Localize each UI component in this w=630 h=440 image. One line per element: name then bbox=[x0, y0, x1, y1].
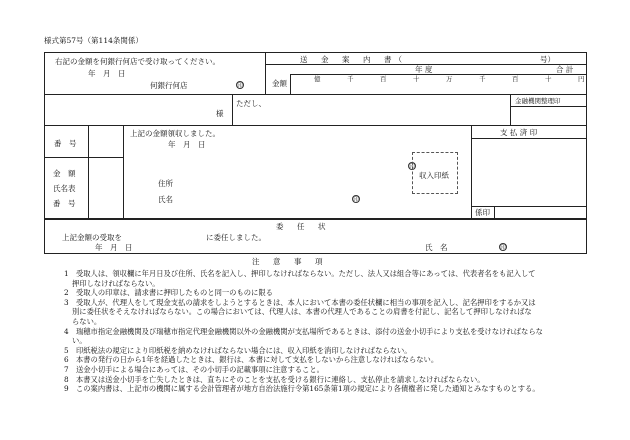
divider bbox=[44, 157, 123, 158]
bank-branch: 何銀行何店 bbox=[150, 81, 188, 90]
note-line: 8 本書又は送金小切手を亡失したときは、直ちにそのことを支払を受ける銀行に連絡し、支払停止を請求しなければならない。 bbox=[64, 374, 485, 384]
note-line: 9 この案内書は、上記市の機関に属する会計管理者が地方自治法施行令第165条第1項の規定により各債権者に発した通知とみなすものとする。 bbox=[64, 384, 540, 394]
revenue-stamp-label: 収入印紙 bbox=[419, 171, 449, 180]
divider bbox=[44, 94, 587, 95]
divider bbox=[510, 94, 511, 125]
received-date: 年 月 日 bbox=[88, 69, 126, 78]
sama-label: 様 bbox=[216, 109, 224, 118]
divider bbox=[510, 106, 587, 107]
note-line: らない。 bbox=[72, 317, 102, 326]
remit-title-suffix: 号） bbox=[540, 55, 555, 64]
name-label: 氏名 bbox=[158, 195, 173, 204]
seal-mark: 印 bbox=[409, 164, 415, 170]
amount-digit-label: 億 bbox=[314, 75, 321, 83]
divider bbox=[494, 206, 495, 219]
note-line: 別に委任状をそえなければならない。この場合においては、代理人は、本書の代理人であることの肩書を付記し、記名して押印しなければな bbox=[72, 307, 532, 317]
bank-ref-label: 金融機関整理印 bbox=[515, 97, 561, 105]
bangou-label: 番 号 bbox=[54, 139, 77, 148]
note-line: 2 受取人の印章は、請求書に押印したものと同一のものに限る bbox=[64, 288, 273, 298]
nendo-label: 年 度 bbox=[415, 65, 433, 74]
amount-digit-label: 百 bbox=[512, 75, 519, 83]
shimei-label: 氏名表 bbox=[53, 184, 76, 193]
kingaku-label: 金 額 bbox=[53, 169, 76, 178]
address-label: 住所 bbox=[158, 179, 173, 188]
amount-digit-label: 千 bbox=[479, 75, 486, 83]
seal-mark: 印 bbox=[353, 197, 359, 203]
delegation-text-b: に委任しました。 bbox=[206, 233, 266, 242]
delegation-date: 年 月 日 bbox=[95, 243, 133, 252]
remit-title: 送 金 案 内 書（ bbox=[300, 55, 405, 64]
delegation-title: 委 任 状 bbox=[276, 222, 329, 231]
amount-label: 金額 bbox=[272, 79, 287, 88]
note-line: 1 受取人は、領収欄に年月日及び住所、氏名を記入し、押印しなければならない。ただし、法人又は組合等にあっては、代表者名をも記入して bbox=[64, 269, 536, 278]
divider bbox=[290, 74, 587, 75]
payment-done-label: 支 払 済 印 bbox=[500, 128, 538, 137]
note-line: 7 送金小切手による場合にあっては、その小切手の記載事項に注意すること。 bbox=[64, 365, 324, 374]
divider bbox=[88, 125, 89, 219]
amount-digit-label: 千 bbox=[347, 75, 354, 83]
form-id: 様式第57号（第114条関係） bbox=[44, 36, 143, 45]
divider bbox=[290, 74, 291, 94]
divider bbox=[471, 206, 587, 207]
amount-digit-label: 円 bbox=[578, 75, 585, 83]
divider bbox=[123, 125, 124, 219]
total-label: 合 計 bbox=[556, 65, 574, 74]
divider bbox=[471, 138, 587, 139]
note-line: い。 bbox=[72, 336, 87, 346]
divider bbox=[265, 52, 266, 94]
divider bbox=[44, 125, 587, 126]
divider bbox=[471, 125, 472, 219]
note-line: 3 受取人が、代理人をして現金支払の請求をしようとするときは、本人において本書の委任状欄に相当の事項を記入し、記名押印をするか又は bbox=[64, 297, 536, 307]
note-line: 5 印紙税法の規定により印紙税を納めなければならない場合には、収入印紙を消印しなければならない。 bbox=[64, 345, 412, 355]
divider bbox=[232, 94, 233, 125]
received-text: 右記の金額を何銀行何店で受け取ってください。 bbox=[55, 57, 220, 66]
note-line: 4 瑞穂市指定金融機関及び瑞穂市指定代理金融機関以外の金融機関が支払場所であるときは、添付の送金小切手により支払を受けなければならな bbox=[64, 326, 543, 336]
kakari-label: 係印 bbox=[475, 208, 490, 217]
received-date-2: 年 月 日 bbox=[168, 140, 206, 149]
amount-digit-label: 十 bbox=[413, 75, 420, 83]
received-amount-text: 上記の金額領収しました。 bbox=[130, 129, 220, 138]
tadashi-label: ただし、 bbox=[236, 99, 266, 108]
notes-title: 注 意 事 項 bbox=[252, 257, 326, 266]
amount-digit-label: 十 bbox=[545, 75, 552, 83]
note-line: 押印しなければならない。 bbox=[72, 278, 160, 288]
bangou2-label: 番 号 bbox=[53, 199, 76, 208]
amount-digit-label: 百 bbox=[380, 75, 387, 83]
amount-digit-label: 万 bbox=[446, 75, 453, 83]
delegation-name-label: 氏 名 bbox=[425, 243, 448, 252]
note-line: 6 本書の発行の日から1年を経過したときは、銀行は、本書に対して支払をしないから注意しなければならない。 bbox=[64, 355, 439, 365]
seal-mark: 印 bbox=[237, 83, 243, 89]
delegation-text-a: 上記金額の受取を bbox=[62, 233, 122, 242]
seal-mark: 印 bbox=[500, 245, 506, 251]
